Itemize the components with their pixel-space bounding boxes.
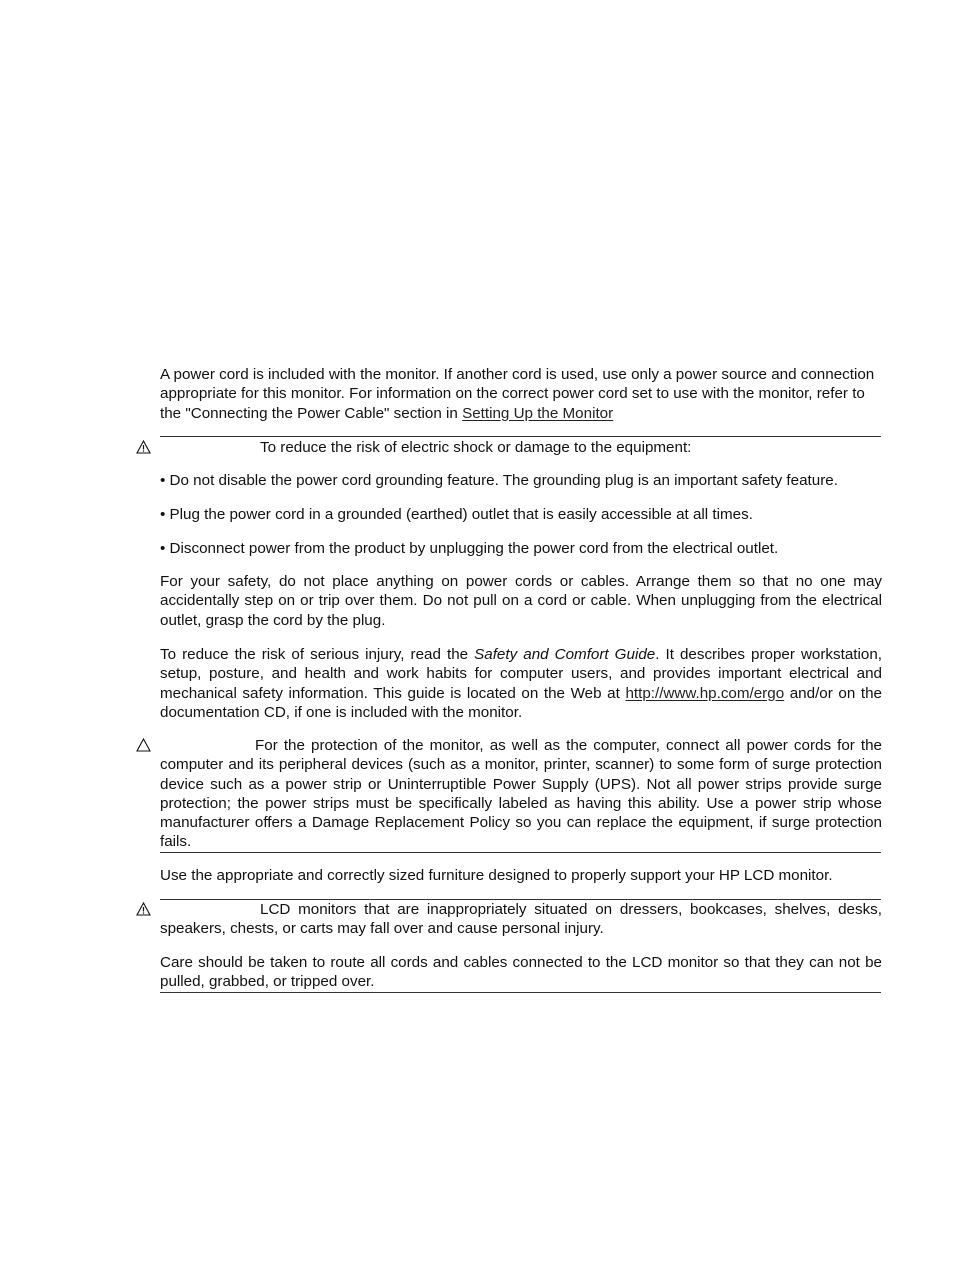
bullet-item-outlet: • Plug the power cord in a grounded (earthed) outlet that is easily accessible at all times. (160, 506, 753, 523)
safety-paragraph: For your safety, do not place anything on power cords or cables. Arrange them so that no one may accidentally step on or trip over them. Do not pull on a cord or cable. When unplugging from the electrical outlet, grasp the cord by the plug. (160, 573, 882, 629)
warning-triangle-icon (136, 902, 151, 916)
warning-top-rule (160, 436, 881, 437)
warning-2-text: LCD monitors that are inappropriately situated on dressers, bookcases, shelves, desks, speakers, chests, or carts may fall over and cause personal injury. (160, 901, 882, 938)
bullet-item-grounding: • Do not disable the power cord grounding feature. The grounding plug is an important safety feature. (160, 472, 838, 489)
cords-paragraph: Care should be taken to route all cords and cables connected to the LCD monitor so that they can not be pulled, grabbed, or tripped over. (160, 954, 882, 991)
guide-title: Safety and Comfort Guide (474, 646, 656, 663)
hp-ergo-link[interactable]: http://www.hp.com/ergo (625, 684, 785, 702)
warning-1-text: To reduce the risk of electric shock or damage to the equipment: (260, 439, 692, 456)
warning-2-bottom-rule (160, 992, 881, 993)
guide-paragraph (160, 645, 882, 722)
caution-triangle-icon (136, 738, 151, 752)
warning-triangle-icon (136, 440, 151, 454)
caution-bottom-rule (160, 852, 881, 853)
setting-up-monitor-link[interactable]: Setting Up the Monitor (462, 404, 614, 422)
caution-text: For the protection of the monitor, as well as the computer, connect all power cords for the computer and its peripheral devices (such as a monitor, printer, scanner) to some form of surge protection device such as a power strip or Uninterruptible Power Supply (UPS). Not all power strips provide surge protection; the power strips must be specifically labeled as having this ability. Use a power strip whose manufacturer offers a Damage Replacement Policy so you can replace the equipment, if surge protection fails. (160, 737, 882, 851)
furniture-paragraph: Use the appropriate and correctly sized furniture designed to properly support your HP LCD monitor. (160, 867, 833, 884)
guide-text-middle: . It describes proper workstation, setup, posture, and health and work habits for computer users, and provides important electrical and mechanical safety information. This guide is located on the Web at (160, 646, 882, 702)
intro-paragraph (160, 365, 882, 423)
intro-text: A power cord is included with the monitor. If another cord is used, use only a power source and connection appropriate for this monitor. For information on the correct power cord set to use with the monitor, refer to the "Connecting the Power Cable" section in (160, 366, 875, 422)
guide-text-after: and/or on the documentation CD, if one is included with the monitor. (160, 684, 883, 721)
bullet-item-disconnect: • Disconnect power from the product by unplugging the power cord from the electrical outlet. (160, 540, 779, 557)
guide-text-before: To reduce the risk of serious injury, read the (160, 646, 475, 663)
